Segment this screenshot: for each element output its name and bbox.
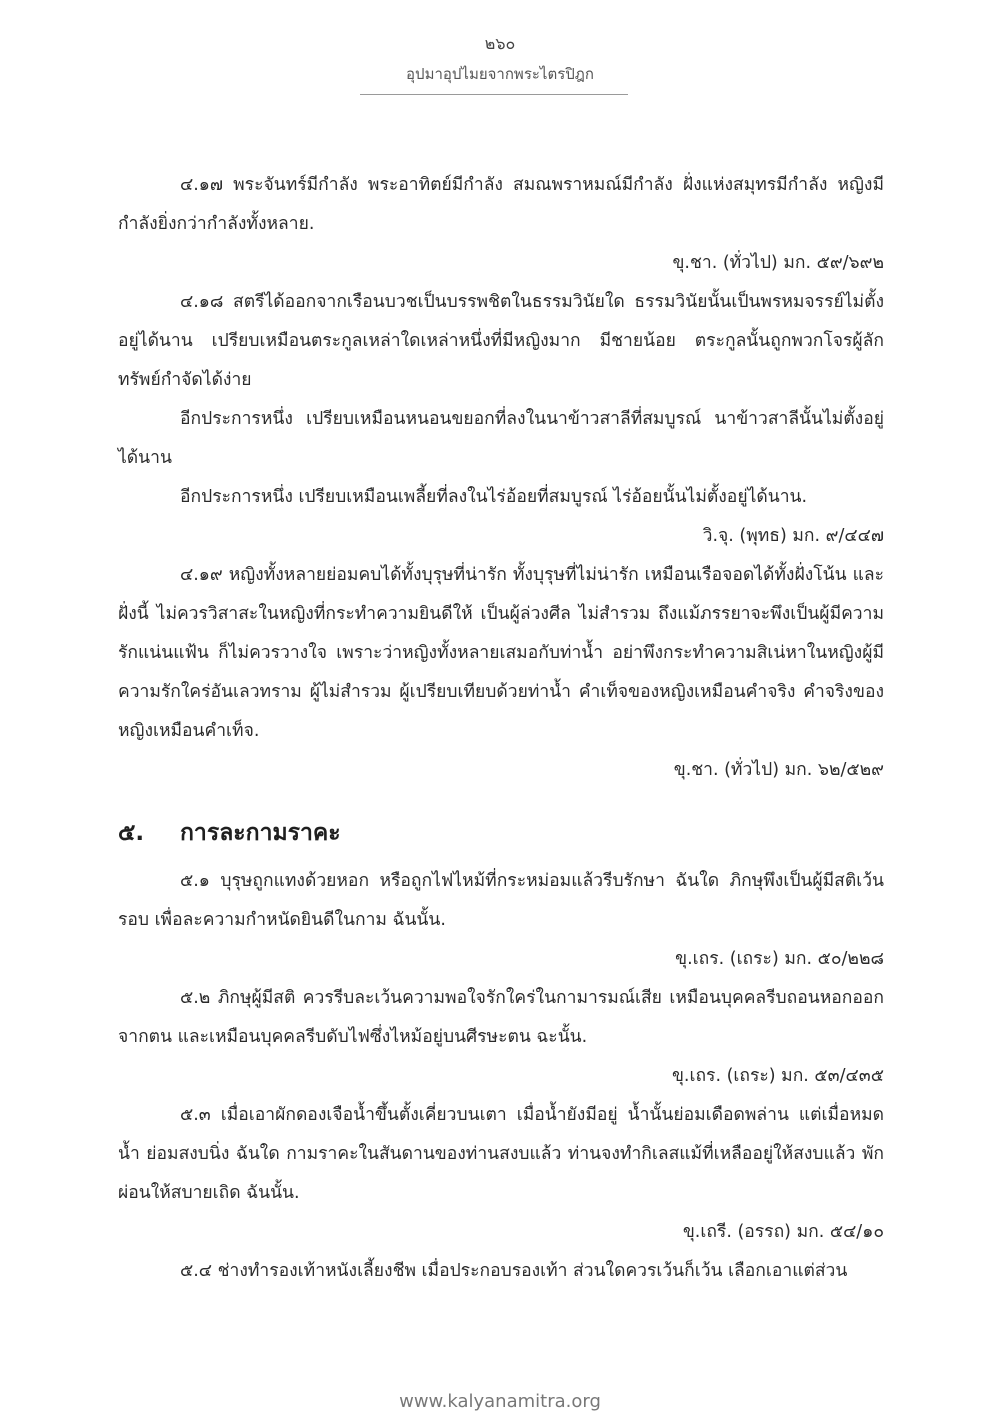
paragraph-5-4: ๕.๔ ช่างทำรองเท้าหนังเลี้ยงชีพ เมื่อประกอบรองเท้า ส่วนใดควรเว้นก็เว้น เลือกเอาแต่ส่วน bbox=[180, 1261, 848, 1281]
reference-5-2: ขุ.เถร. (เถระ) มก. ๕๓/๔๓๕ bbox=[671, 1066, 884, 1086]
reference-5-1: ขุ.เถร. (เถระ) มก. ๕๐/๒๒๘ bbox=[675, 949, 884, 969]
section-number: ๕. bbox=[118, 820, 145, 846]
paragraph-4-18-c: อีกประการหนึ่ง เปรียบเหมือนเพลี้ยที่ลงในไร่อ้อยที่สมบูรณ์ ไร่อ้อยนั้นไม่ตั้งอยู่ได้นาน. bbox=[180, 487, 808, 507]
header-rule bbox=[360, 94, 628, 95]
reference-4-18: วิ.จุ. (พุทธ) มก. ๙/๔๔๗ bbox=[702, 526, 884, 546]
document-body bbox=[118, 166, 884, 1291]
paragraph-4-17: ๔.๑๗ พระจันทร์มีกำลัง พระอาทิตย์มีกำลัง สมณพราหมณ์มีกำลัง ฝั่งแห่งสมุทรมีกำลัง หญิงมีกำลังยิ่งกว่ากำลังทั้งหลาย. bbox=[118, 175, 884, 234]
paragraph-4-19: ๔.๑๙ หญิงทั้งหลายย่อมคบได้ทั้งบุรุษที่น่ารัก ทั้งบุรุษที่ไม่น่ารัก เหมือนเรือจอดได้ทั้งฝั่งโน้น และฝั่งนี้ ไม่ควรวิสาสะในหญิงที่กระทำความยินดีให้ เป็นผู้ล่วงศีล ไม่สำรวม ถึงแม้ภรรยาจะพึงเป็นผู้มีความรักแน่นแฟ้น ก็ไม่ควรวางใจ เพราะว่าหญิงทั้งหลายเสมอกับท่าน้ำ อย่าพึงกระทำความสิเน่หาในหญิงผู้มีความรักใคร่อันเลวทราม ผู้ไม่สำรวม ผู้เปรียบเทียบด้วยท่าน้ำ คำเท็จของหญิงเหมือนคำจริง คำจริงของหญิงเหมือนคำเท็จ. bbox=[118, 565, 884, 741]
paragraph-5-1: ๕.๑ บุรุษถูกแทงด้วยหอก หรือถูกไฟไหม้ที่กระหม่อมแล้วรีบรักษา ฉันใด ภิกษุพึงเป็นผู้มีสติเว้นรอบ เพื่อละความกำหนัดยินดีในกาม ฉันนั้น. bbox=[118, 871, 884, 930]
reference-5-3: ขุ.เถรี. (อรรถ) มก. ๕๔/๑๐ bbox=[682, 1222, 884, 1242]
section-heading bbox=[118, 804, 884, 862]
paragraph-4-18: ๔.๑๘ สตรีได้ออกจากเรือนบวชเป็นบรรพชิตในธรรมวินัยใด ธรรมวินัยนั้นเป็นพรหมจรรย์ไม่ตั้งอยู่ได้นาน เปรียบเหมือนตระกูลเหล่าใดเหล่าหนึ่งที่มีหญิงมาก มีชายน้อย ตระกูลนั้นถูกพวกโจรผู้ลักทรัพย์กำจัดได้ง่าย bbox=[118, 292, 884, 390]
reference-4-19: ขุ.ชา. (ทั่วไป) มก. ๖๒/๕๒๙ bbox=[673, 760, 884, 780]
running-title: อุปมาอุปไมยจากพระไตรปิฎก bbox=[406, 65, 594, 83]
section-title: การละกามราคะ bbox=[180, 820, 341, 846]
paragraph-5-2: ๕.๒ ภิกษุผู้มีสติ ควรรีบละเว้นความพอใจรักใคร่ในกามารมณ์เสีย เหมือนบุคคลรีบถอนหอกออกจากตน และเหมือนบุคคลรีบดับไฟซึ่งไหม้อยู่บนศีรษะตน ฉะนั้น. bbox=[118, 988, 884, 1047]
footer-url: www.kalyanamitra.org bbox=[399, 1391, 601, 1412]
paragraph-4-18-b: อีกประการหนึ่ง เปรียบเหมือนหนอนขยอกที่ลงในนาข้าวสาลีที่สมบูรณ์ นาข้าวสาลีนั้นไม่ตั้งอยู่ได้นาน bbox=[118, 409, 884, 468]
paragraph-5-3: ๕.๓ เมื่อเอาผักดองเจือน้ำขึ้นตั้งเคี่ยวบนเตา เมื่อน้ำยังมีอยู่ น้ำนั้นย่อมเดือดพล่าน แต่เมื่อหมดน้ำ ย่อมสงบนิ่ง ฉันใด กามราคะในสันดานของท่านสงบแล้ว ท่านจงทำกิเลสแม้ที่เหลืออยู่ให้สงบแล้ว พักผ่อนให้สบายเถิด ฉันนั้น. bbox=[118, 1105, 884, 1203]
reference-4-17: ขุ.ชา. (ทั่วไป) มก. ๕๙/๖๙๒ bbox=[672, 253, 884, 273]
page-number: ๒๖๐ bbox=[484, 34, 516, 53]
